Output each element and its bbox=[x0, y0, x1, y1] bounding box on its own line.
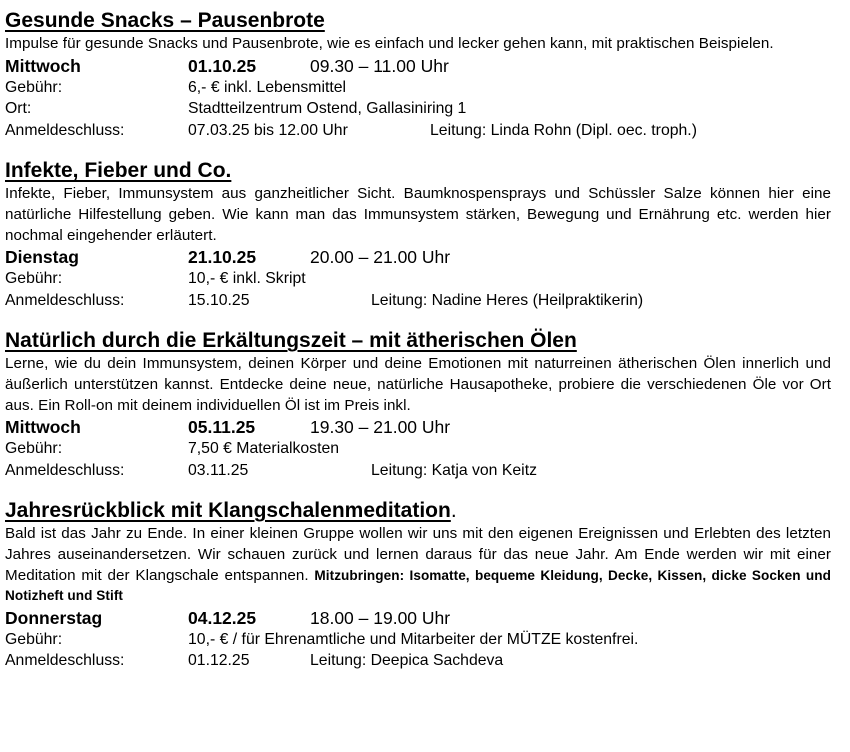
event-year-review bbox=[5, 498, 831, 672]
fee-label: Gebühr: bbox=[5, 630, 63, 648]
event-deadline-row bbox=[5, 460, 831, 482]
event-date: 05.11.25 bbox=[188, 417, 256, 438]
event-leader: Leitung: Linda Rohn (Dipl. oec. troph.) bbox=[430, 121, 697, 139]
deadline-value: 07.03.25 bis 12.00 Uhr bbox=[188, 121, 348, 139]
fee-label: Gebühr: bbox=[5, 270, 63, 288]
event-title: Infekte, Fieber und Co. bbox=[5, 159, 232, 183]
event-schedule bbox=[5, 416, 831, 438]
course-list bbox=[5, 8, 831, 672]
event-infections bbox=[5, 158, 831, 311]
deadline-label: Anmeldeschluss: bbox=[5, 461, 125, 479]
event-time: 20.00 – 21.00 Uhr bbox=[310, 247, 451, 268]
event-title: Natürlich durch die Erkältungszeit – mit ätherischen Ölen bbox=[5, 329, 577, 353]
event-leader: Leitung: Katja von Keitz bbox=[371, 461, 537, 479]
event-deadline-row bbox=[5, 290, 831, 312]
fee-value: 6,- € inkl. Lebensmittel bbox=[188, 78, 347, 96]
event-description: Lerne, wie du dein Immunsystem, deinen Körper und deine Emotionen mit naturreinen ätherischen Ölen innerlich und äußerlich unterstützen kannst. Entdecke deine neue, natürliche Hausapotheke, probiere die verschiedenen Öle vor Ort aus. Ein Roll-on mit deinem individuellen Öl ist im Preis inkl. bbox=[5, 355, 831, 414]
event-leader: Leitung: Nadine Heres (Heilpraktikerin) bbox=[371, 291, 644, 309]
place-label: Ort: bbox=[5, 100, 32, 118]
event-essential-oils bbox=[5, 328, 831, 481]
event-bring-note: Mitzubringen: Isomatte, bequeme Kleidung, Decke, Kissen, dicke Socken und Notizheft und Stift bbox=[5, 567, 831, 604]
event-day: Mittwoch bbox=[5, 55, 81, 76]
fee-label: Gebühr: bbox=[5, 78, 63, 96]
event-place-row bbox=[5, 98, 831, 120]
event-description: Impulse für gesunde Snacks und Pausenbrote, wie es einfach und lecker gehen kann, mit praktischen Beispielen. bbox=[5, 35, 774, 52]
event-day: Donnerstag bbox=[5, 607, 103, 628]
event-fee-row bbox=[5, 629, 831, 651]
event-schedule bbox=[5, 607, 831, 629]
event-schedule bbox=[5, 246, 831, 268]
event-title: Gesunde Snacks – Pausenbrote bbox=[5, 9, 325, 32]
event-time: 09.30 – 11.00 Uhr bbox=[310, 55, 449, 76]
event-title: Jahresrückblick mit Klangschalenmeditation. bbox=[5, 499, 457, 523]
fee-label: Gebühr: bbox=[5, 440, 63, 458]
event-fee-row bbox=[5, 438, 831, 460]
deadline-value: 03.11.25 bbox=[188, 461, 249, 479]
deadline-value: 01.12.25 bbox=[188, 652, 250, 670]
event-time: 18.00 – 19.00 Uhr bbox=[310, 607, 451, 628]
deadline-value: 15.10.25 bbox=[188, 291, 250, 309]
event-time: 19.30 – 21.00 Uhr bbox=[310, 417, 451, 438]
event-leader: Leitung: Deepica Sachdeva bbox=[310, 652, 504, 670]
event-fee-row bbox=[5, 77, 831, 99]
deadline-label: Anmeldeschluss: bbox=[5, 121, 125, 139]
event-deadline-row bbox=[5, 120, 831, 142]
event-day: Mittwoch bbox=[5, 417, 81, 438]
event-description: Infekte, Fieber, Immunsystem aus ganzheitlicher Sicht. Baumknospensprays und Schüssler Salze können hier eine natürliche Hilfestellung geben. Wie kann man das Immunsystem stärken, Bewegung und Ernährung etc. werden hier nochmal eingehender erläutert. bbox=[5, 185, 831, 244]
event-deadline-row bbox=[5, 650, 831, 672]
fee-value: 7,50 € Materialkosten bbox=[188, 440, 340, 458]
deadline-label: Anmeldeschluss: bbox=[5, 291, 125, 309]
event-date: 04.12.25 bbox=[188, 607, 257, 628]
fee-value: 10,- € inkl. Skript bbox=[188, 270, 306, 288]
event-schedule bbox=[5, 55, 831, 77]
event-description: Bald ist das Jahr zu Ende. In einer kleinen Gruppe wollen wir uns mit den eigenen Ereignissen und Erlebten des letzten Jahres auseinandersetzen. Wir schauen zurück und lernen daraus für das neue Jahr. Am Ende werden wir mit einer Meditation mit der Klangschale entspannen. Mitzubringen: Isomatte, bequeme Kleidung, Decke, Kissen, dicke Socken und Notizheft und Stift bbox=[5, 525, 831, 604]
event-healthy-snacks bbox=[5, 8, 831, 141]
deadline-label: Anmeldeschluss: bbox=[5, 652, 125, 670]
event-date: 01.10.25 bbox=[188, 55, 257, 76]
event-fee-row bbox=[5, 268, 831, 290]
fee-value: 10,- € / für Ehrenamtliche und Mitarbeiter der MÜTZE kostenfrei. bbox=[188, 630, 639, 648]
event-day: Dienstag bbox=[5, 247, 79, 268]
place-value: Stadtteilzentrum Ostend, Gallasiniring 1 bbox=[188, 100, 467, 118]
event-date: 21.10.25 bbox=[188, 247, 257, 268]
